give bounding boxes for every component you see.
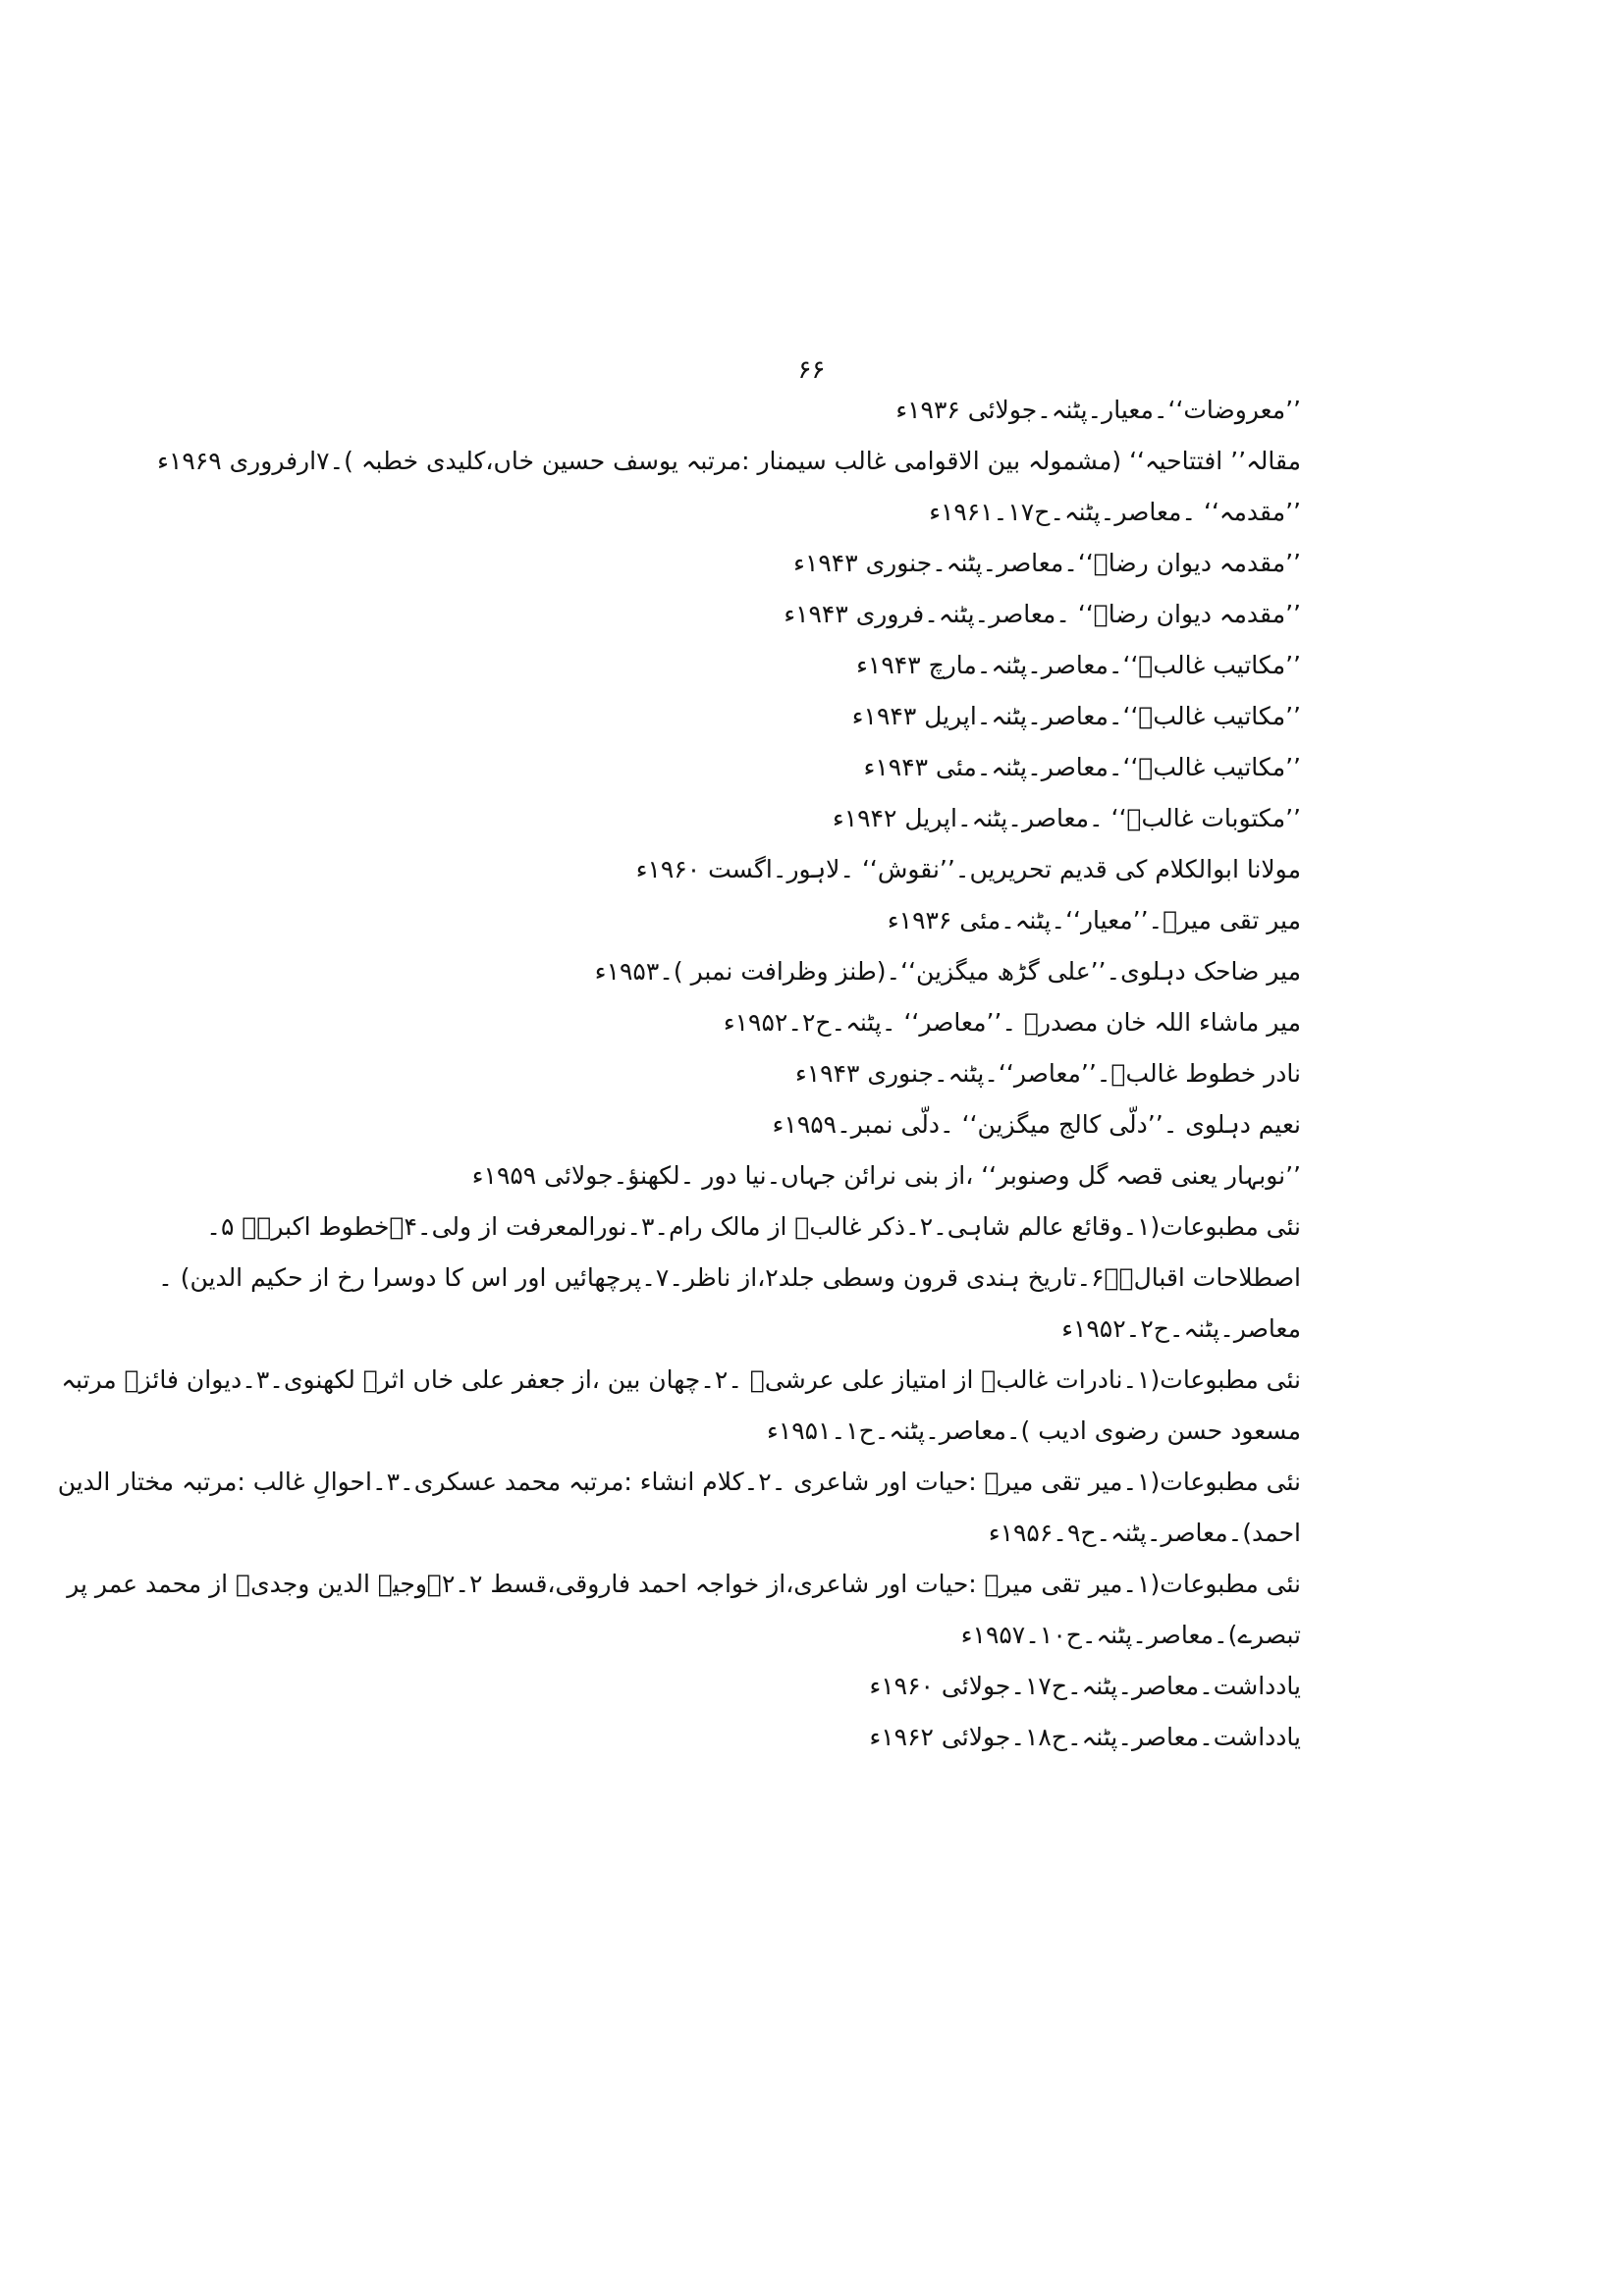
bibliography-line: نئی مطبوعات(۱۔نادرات غالبؔ از امتیاز علی عرشیؔ ۔۲۔چھان بین ،از جعفر علی خاں اثرؔ لکھنوی۔۳۔دیوان فائزؔ مرتبہ	[61, 1365, 1301, 1394]
bibliography-line: ’’معروضات‘‘۔معیار۔پٹنہ۔جولائی ۱۹۳۶ء	[895, 396, 1301, 424]
bibliography-line: مقالہ’’ افتتاحیہ‘‘ (مشمولہ بین الاقوامی غالب سیمنار :مرتبہ یوسف حسین خاں،کلیدی خطبہ )۔۷ارفروری ۱۹۶۹ء	[157, 447, 1301, 475]
bibliography-line: یادداشت۔معاصر۔پٹنہ۔ح۱۷۔جولائی ۱۹۶۰ء	[869, 1672, 1301, 1700]
bibliography-line: میر ماشاء اللہ خان مصدرؔ ۔’’معاصر‘‘ ۔پٹنہ۔ح۲۔۱۹۵۲ء	[723, 1008, 1301, 1037]
bibliography-line: ’’نوبہار یعنی قصہ گل وصنوبر‘‘ ،از بنی نرائن جہاں۔نیا دور ۔لکھنؤ۔جولائی ۱۹۵۹ء	[471, 1161, 1301, 1190]
bibliography-line: ’’مقدمہ دیوان رضاؔ‘‘ ۔معاصر۔پٹنہ۔فروری ۱۹۴۳ء	[784, 600, 1301, 628]
bibliography-line: اصطلاحات اقبالؔ۔۶۔تاریخ ہندی قرون وسطی جلد۲،از ناظر۔۷۔پرچھائیں اور اس کا دوسرا رخ از حکیم الدین) ۔	[158, 1263, 1301, 1292]
bibliography-line: مولانا ابوالکلام کی قدیم تحریریں۔’’نقوش‘‘ ۔لاہور۔اگست ۱۹۶۰ء	[635, 855, 1301, 883]
bibliography-line: ’’مکاتیب غالبؔ‘‘۔معاصر۔پٹنہ۔مارچ ۱۹۴۳ء	[856, 651, 1301, 679]
bibliography-line: ’’مکتوبات غالبؔ‘‘ ۔معاصر۔پٹنہ۔اپریل ۱۹۴۲ء	[832, 804, 1301, 832]
bibliography-line: نئی مطبوعات(۱۔میر تقی میرؔ :حیات اور شاعری ۔۲۔کلام انشاء :مرتبہ محمد عسکری۔۳۔احوالِ غالب :مرتبہ مختار الدین	[57, 1468, 1301, 1496]
bibliography-line: تبصرے)۔معاصر۔پٹنہ۔ح۱۰۔۱۹۵۷ء	[960, 1621, 1301, 1649]
bibliography-line: احمد)۔معاصر۔پٹنہ۔ح۹۔۱۹۵۶ء	[988, 1519, 1301, 1547]
bibliography-list	[57, 385, 1301, 1763]
bibliography-line: ’’مکاتیب غالبؔ‘‘۔معاصر۔پٹنہ۔اپریل ۱۹۴۳ء	[851, 702, 1301, 730]
bibliography-line: یادداشت۔معاصر۔پٹنہ۔ح۱۸۔جولائی ۱۹۶۲ء	[869, 1723, 1301, 1751]
bibliography-line: میر تقی میرؔ۔’’معیار‘‘۔پٹنہ۔مئی ۱۹۳۶ء	[887, 906, 1301, 934]
bibliography-line: ’’مقدمہ‘‘ ۔معاصر۔پٹنہ۔ح۱۷۔۱۹۶۱ء	[929, 498, 1301, 526]
bibliography-line: نئی مطبوعات(۱۔میر تقی میرؔ :حیات اور شاعری،از خواجہ احمد فاروقی،قسط ۲۔۲۔وجیہ الدین وجدیؔ از محمد عمر پر	[67, 1570, 1301, 1598]
bibliography-line: نعیم دہلوی ۔’’دلّی کالج میگزین‘‘ ۔دلّی نمبر۔۱۹۵۹ء	[772, 1110, 1301, 1139]
bibliography-line: نئی مطبوعات(۱۔وقائع عالم شاہی۔۲۔ذکر غالبؔ از مالک رام۔۳۔نورالمعرفت از ولی۔۴۔خطوط اکبرؔ۔ ۵۔	[206, 1212, 1301, 1241]
bibliography-line: ’’مقدمہ دیوان رضاؔ‘‘۔معاصر۔پٹنہ۔جنوری ۱۹۴۳ء	[793, 549, 1301, 577]
bibliography-line: معاصر۔پٹنہ۔ح۲۔۱۹۵۲ء	[1061, 1314, 1301, 1343]
bibliography-line: نادر خطوط غالبؔ۔’’معاصر‘‘۔پٹنہ۔جنوری ۱۹۴۳ء	[794, 1059, 1301, 1088]
bibliography-line: میر ضاحک دہلوی۔’’علی گڑھ میگزین‘‘۔(طنز وظرافت نمبر )۔۱۹۵۳ء	[594, 957, 1301, 986]
bibliography-line: مسعود حسن رضوی ادیب )۔معاصر۔پٹنہ۔ح۱۔۱۹۵۱ء	[767, 1416, 1301, 1445]
page-number: ۶۶	[797, 355, 826, 385]
bibliography-line: ’’مکاتیب غالبؔ‘‘۔معاصر۔پٹنہ۔مئی ۱۹۴۳ء	[863, 753, 1301, 781]
